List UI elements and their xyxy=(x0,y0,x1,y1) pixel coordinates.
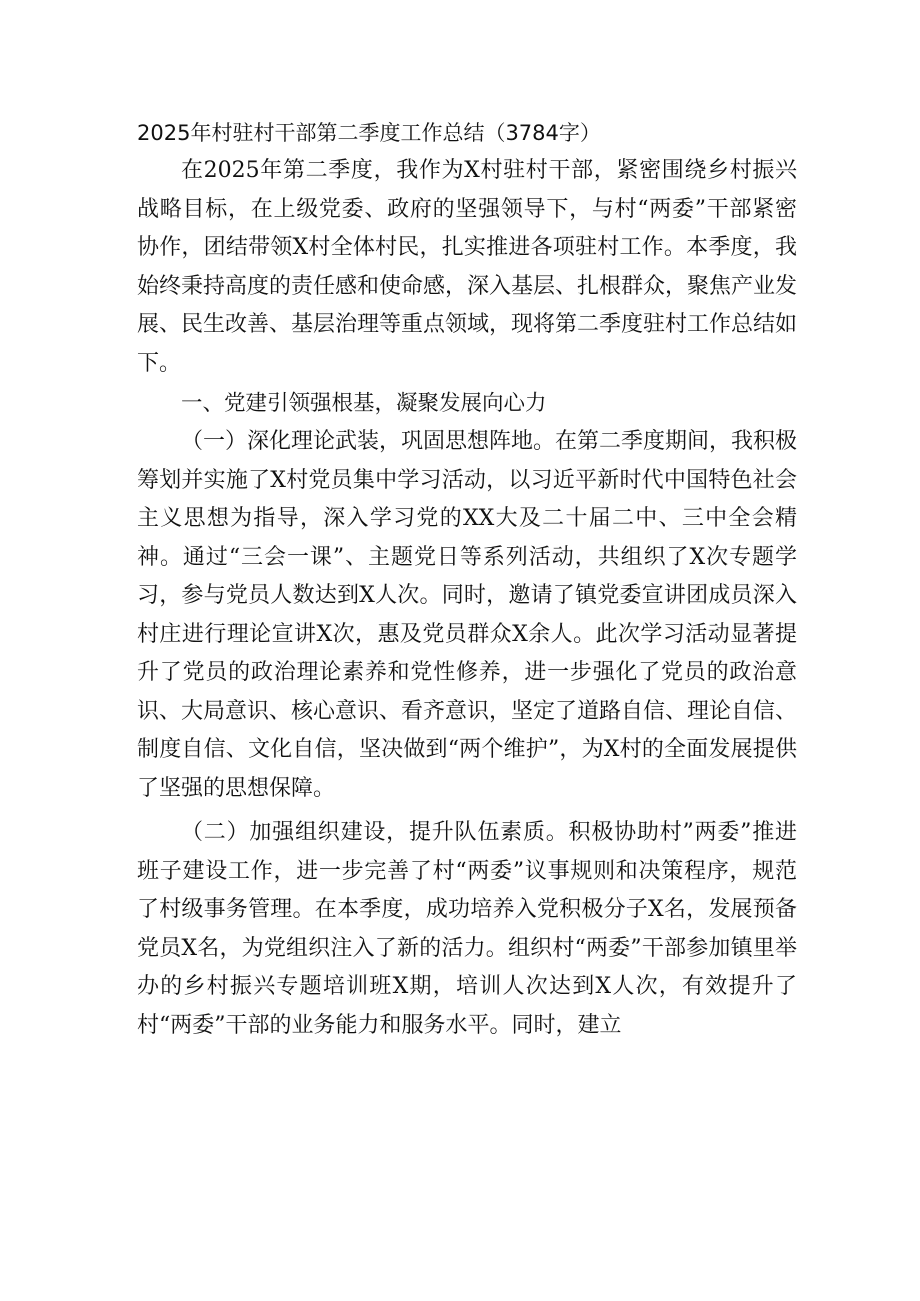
document-title: 2025年村驻村干部第二季度工作总结（3784字） xyxy=(137,121,601,145)
body-paragraph-2: （二）加强组织建设，提升队伍素质。积极协助村”两委”推进班子建设工作，进一步完善了村“两委”议事规则和决策程序，规范了村级事务管理。在本季度，成功培养入党积极分子X名，发展预备党员X名，为党组织注入了新的活力。组织村“两委”干部参加镇里举办的乡村振兴专题培训班X期，培训人次达到X人次，有效提升了村“两委”干部的业务能力和服务水平。同时，建立 xyxy=(137,820,797,1038)
body-paragraph-1: （一）深化理论武装，巩固思想阵地。在第二季度期间，我积极筹划并实施了X村党员集中学习活动，以习近平新时代中国特色社会主义思想为指导，深入学习党的XX大及二十届二中、三中全会精神。通过“三会一课”、主题党日等系列活动，共组织了X次专题学习，参与党员人数达到X人次。同时，邀请了镇党委宣讲团成员深入村庄进行理论宣讲X次，惠及党员群众X余人。此次学习活动显著提升了党员的政治理论素养和党性修养，进一步强化了党员的政治意识、大局意识、核心意识、看齐意识，坚定了道路自信、理论自信、制度自信、文化自信，坚决做到“两个维护”，为X村的全面发展提供了坚强的思想保障。 xyxy=(137,429,798,801)
document-body xyxy=(137,116,797,1045)
intro-paragraph: 在2025年第二季度，我作为X村驻村干部，紧密围绕乡村振兴战略目标，在上级党委、政府的坚强领导下，与村“两委”干部紧密协作，团结带领X村全体村民，扎实推进各项驻村工作。本季度，我始终秉持高度的责任感和使命感，深入基层、扎根群众，聚焦产业发展、民生改善、基层治理等重点领域，现将第二季度驻村工作总结如下。 xyxy=(137,158,798,376)
section-heading: 一、党建引领强根基，凝聚发展向心力 xyxy=(181,391,547,416)
